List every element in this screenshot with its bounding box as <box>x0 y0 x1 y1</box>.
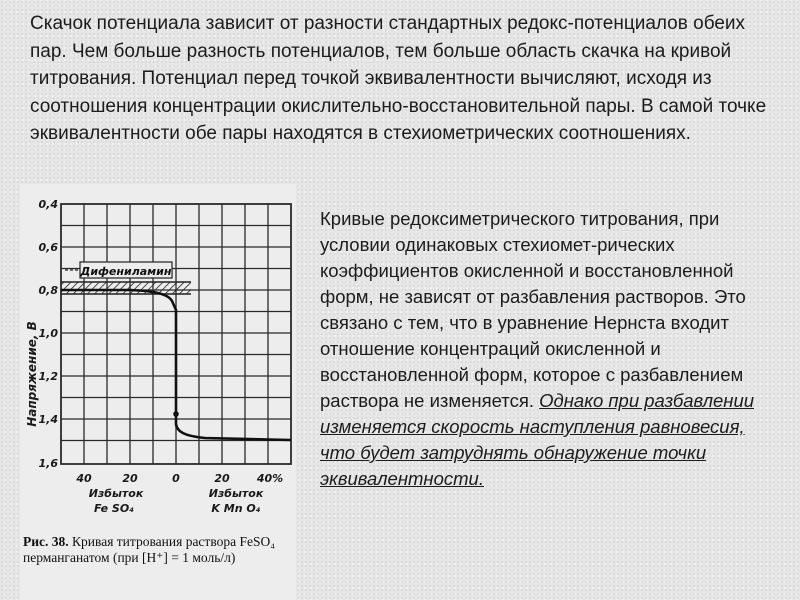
x-tick-40-right: 40% <box>256 472 284 485</box>
y-tick-0-8: 0,8 <box>38 284 58 297</box>
side-text-main: Кривые редоксиметрического титрования, при условии одинаковых стехиомет-рических коэффициентов окисленной и восстановленной форм, не зависят от разбавления растворов. Это связано с тем, что в уравнение Нернста входит отношение концентраций окисленной и восстановленной форм, которое с разбавлением раствора не изменяется. <box>320 208 746 411</box>
x-tick-20-left: 20 <box>122 472 138 485</box>
x-tick-20-right: 20 <box>214 472 230 485</box>
x-label-right-line1: Избыток <box>208 487 264 500</box>
indicator-label: Дифениламин <box>80 265 172 278</box>
y-tick-1-4: 1,4 <box>38 413 58 426</box>
equivalence-point <box>173 411 179 417</box>
x-tick-40-left: 40 <box>76 472 92 485</box>
x-label-left-line1: Избыток <box>88 487 144 500</box>
y-tick-1-6: 1,6 <box>38 457 58 470</box>
intro-paragraph: Скачок потенциала зависит от разности стандартных редокс-потенциалов обеих пар. Чем больше разность потенциалов, тем больше область скачка на кривой титрования. Потенциал перед точкой эквивалентности вычисляют, исходя из соотношения концентрации окислительно-восстановительной пары. В самой точке эквивалентности обе пары находятся в стехиометрических соотношениях. <box>30 13 767 144</box>
y-axis-label: Напряжение, В <box>25 321 39 427</box>
x-label-right-line2: K Mn O₄ <box>211 502 261 515</box>
x-label-left-line2: Fe SO₄ <box>93 502 135 515</box>
y-tick-1-2: 1,2 <box>38 370 58 383</box>
titration-figure <box>20 184 296 600</box>
y-tick-1-0: 1,0 <box>38 327 58 340</box>
figure-caption <box>23 534 295 566</box>
x-tick-0: 0 <box>172 472 180 485</box>
titration-chart <box>20 184 296 534</box>
side-paragraph <box>320 206 780 492</box>
side-text-emphasis: Однако при разбавлении изменяется скорость наступления равновесия, что будет затруднять обнаружение точки эквивалентности. <box>320 390 755 489</box>
caption-number: Рис. 38. <box>23 534 69 549</box>
y-tick-0-4: 0,4 <box>38 198 58 211</box>
titration-curve <box>61 290 291 440</box>
caption-text: Кривая титрования раствора FeSO₄ перманганатом (при [H⁺] = 1 моль/л) <box>23 534 275 565</box>
y-tick-0-6: 0,6 <box>38 241 58 254</box>
